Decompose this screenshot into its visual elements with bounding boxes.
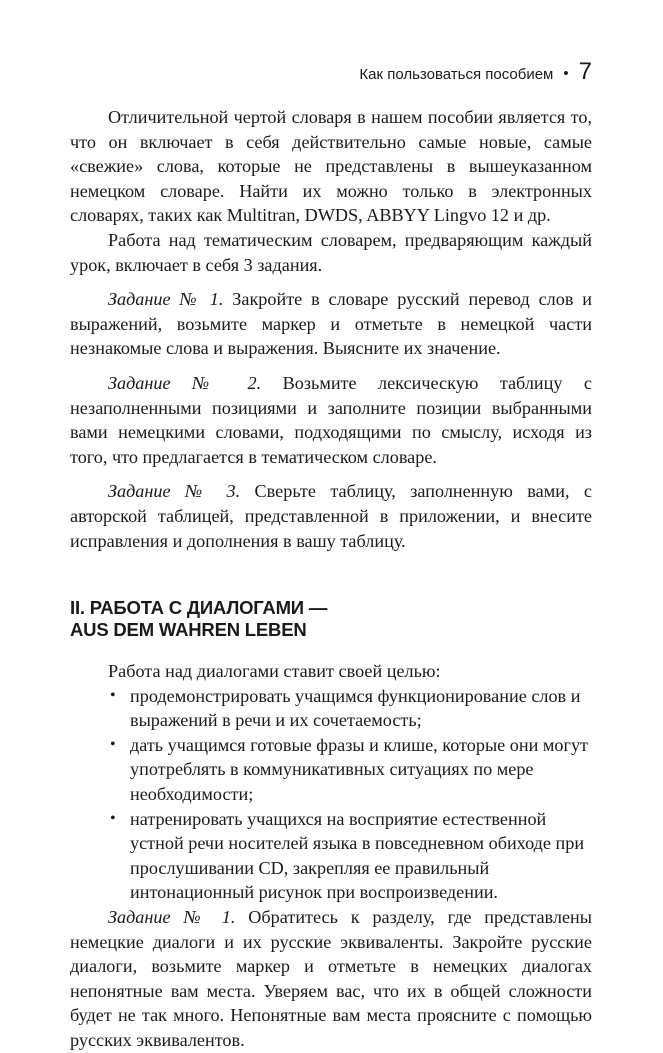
task-label: Задание № 1. [108,907,236,928]
task-paragraph [70,905,592,1053]
task-text: Возьмите лексическую таблицу с незаполненными позициями и заполните позиции выбранными вами немецкими словами, подходящими по смыслу, исходя из того, что предлагается в тематическом словаре. [70,372,593,467]
task-label: Задание № 1. [108,289,224,310]
list-item-text: натренировать учащихся на восприятие естественной устной речи носителей языка в повседневном обиходе при прослушивании CD, закрепляя ее правильный интонационный рисунок при воспроизведении. [130,808,585,903]
task-text: Закройте в словаре русский перевод слов и выражений, возьмите маркер и отметьте в немецкой части незнакомые слова и выражения. Выясните их значение. [70,289,593,359]
separator-bullet-icon: • [563,65,569,82]
bullet-icon: • [110,809,116,827]
list-item [110,684,592,733]
task-paragraph [70,371,592,469]
page-number: 7 [578,58,592,85]
section-heading-line1: II. РАБОТА С ДИАЛОГАМИ — [70,597,328,619]
list-item [110,807,592,905]
section-heading [70,597,592,641]
paragraph: Работа над тематическим словарем, предваряющим каждый урок, включает в себя 3 задания. [70,229,592,275]
bullet-icon: • [110,686,116,704]
goals-list [70,684,592,905]
task-label: Задание № 2. [108,372,262,393]
lead-paragraph: Работа над диалогами ставит своей целью: [108,661,441,682]
task-label: Задание № 3. [108,481,241,502]
paragraph: Отличительной чертой словаря в нашем пособии является то, что он включает в себя действительно самые новые, самые «свежие» слова, которые не представлены в вышеуказанном немецком словаре. Найти их можно только в электронных словарях, таких как Multitran, DWDS, ABBYY Lingvo 12 и др. [70,107,592,226]
task-text: Сверьте таблицу, заполненную вами, с авторской таблицей, представленной в приложении, и внесите исправления и дополнения в вашу таблицу. [70,481,592,551]
list-item [110,733,592,807]
list-item-text: продемонстрировать учащимся функционирование слов и выражений в речи и их сочетаемость; [130,685,581,731]
task-paragraph [70,287,592,361]
running-head-title: Как пользоваться пособием [359,66,554,83]
bullet-icon: • [110,735,116,753]
running-head [359,60,592,90]
list-item-text: дать учащимся готовые фразы и клише, которые они могут употреблять в коммуникативных ситуациях по мере необходимости; [130,734,588,805]
task-text: Обратитесь к разделу, где представлены немецкие диалоги и их русские эквиваленты. Закройте русские диалоги, возьмите маркер и отметьте в немецких диалогах непонятные вам места. Уверяем вас, что их в общей сложности будет не так много. Непонятные вам места проясните с помощью русских эквивалентов. [70,907,592,1050]
section-heading-line2: AUS DEM WAHREN LEBEN [70,619,307,641]
task-paragraph [70,479,592,553]
page-body [70,105,592,1053]
